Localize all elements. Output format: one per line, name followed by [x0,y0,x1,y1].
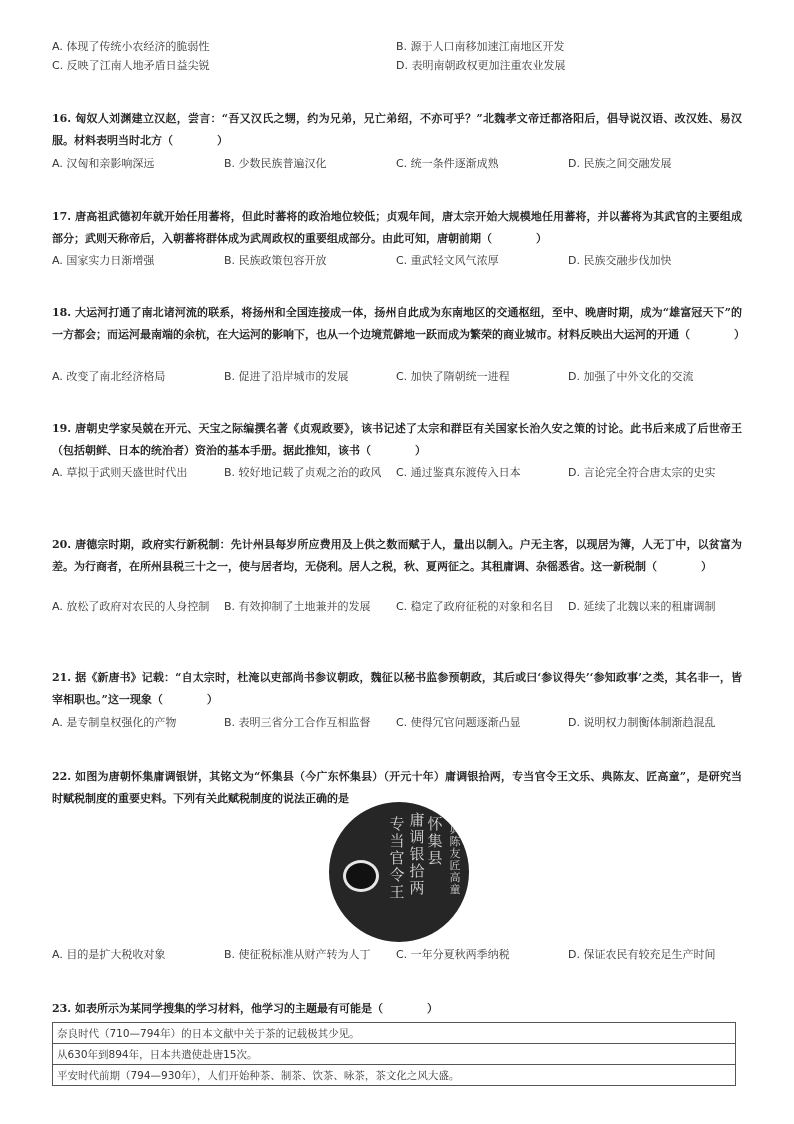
q16-option-a[interactable]: A. 汉匈和亲影响深远 [52,157,155,170]
q19-option-d[interactable]: D. 言论完全符合唐太宗的史实 [568,466,716,479]
q21-option-d[interactable]: D. 说明权力制衡体制渐趋混乱 [568,716,716,729]
table-cell: 平安时代前期（794—930年），人们开始种茶、制茶、饮茶、咏茶，茶文化之风大盛。 [53,1065,736,1086]
q18-stem: 18. 大运河打通了南北诸河流的联系，将扬州和全国连接成一体，扬州自此成为东南地区的交通枢纽，至中、晚唐时期，成为“雄富冠天下”的一方都会；而运河最南端的余杭，在大运河的影响下，也从一个边境荒僻地一跃而成为繁荣的商业城市。材料反映出大运河的开通（ ） [52,306,745,341]
q23-material-table [52,1022,736,1086]
q21-option-c[interactable]: C. 使得冗官问题逐渐凸显 [396,716,521,729]
rubbing-hole [343,860,379,892]
table-row [53,1065,736,1086]
q17-option-a[interactable]: A. 国家实力日渐增强 [52,254,155,267]
q19-option-a[interactable]: A. 草拟于武则天盛世时代出 [52,466,188,479]
q18-option-d[interactable]: D. 加强了中外文化的交流 [568,370,694,383]
q22-option-b[interactable]: B. 使征税标准从财产转为人丁 [224,948,371,961]
q21-stem: 21. 据《新唐书》记载：“自太宗时，杜淹以吏部尚书参议朝政，魏征以秘书监参预朝政，其后或曰‘参议得失’‘参知政事’之类，其名非一，皆宰相职也。”这一现象（ ） [52,671,742,706]
q16-option-d[interactable]: D. 民族之间交融发展 [568,157,672,170]
inscription-col-1: 怀集县 [427,815,443,867]
q20-option-c[interactable]: C. 稳定了政府征税的对象和名目 [396,600,554,613]
table-row [53,1044,736,1065]
silver-cake-rubbing-image [329,802,469,942]
q18-option-c[interactable]: C. 加快了隋朝统一进程 [396,370,510,383]
q17-option-b[interactable]: B. 民族政策包容开放 [224,254,327,267]
table-cell: 奈良时代（710—794年）的日本文献中关于茶的记载极其少见。 [53,1023,736,1044]
q16-stem: 16. 匈奴人刘渊建立汉赵，尝言：“吾又汉氏之甥，约为兄弟，兄亡弟绍，不亦可乎？”北魏孝文帝迁都洛阳后，倡导说汉语、改汉姓、易汉服。材料表明当时北方（ ） [52,112,742,147]
q18-option-b[interactable]: B. 促进了沿岸城市的发展 [224,370,349,383]
inscription-col-2: 庸调银拾两 [409,811,425,897]
q15-option-c[interactable]: C. 反映了江南人地矛盾日益尖锐 [52,59,210,72]
q19-option-b[interactable]: B. 较好地记载了贞观之治的政风 [224,466,382,479]
inscription-col-4: 典陈友匠高童 [449,823,461,896]
table-row [53,1023,736,1044]
q16-option-b[interactable]: B. 少数民族普遍汉化 [224,157,327,170]
q17-option-d[interactable]: D. 民族交融步伐加快 [568,254,672,267]
inscription-col-3: 专当官令王 [389,815,405,901]
q16-option-c[interactable]: C. 统一条件逐渐成熟 [396,157,499,170]
q15-option-d[interactable]: D. 表明南朝政权更加注重农业发展 [396,59,566,72]
q18-option-a[interactable]: A. 改变了南北经济格局 [52,370,166,383]
q21-option-a[interactable]: A. 是专制皇权强化的产物 [52,716,177,729]
q20-option-a[interactable]: A. 放松了政府对农民的人身控制 [52,600,210,613]
q20-stem: 20. 唐德宗时期，政府实行新税制：先计州县每岁所应费用及上供之数而赋于人，量出以制入。户无主客，以现居为簿，人无丁中，以贫富为差。为行商者，在所州县税三十之一，使与居者均，无侥利。居人之税，秋、夏两征之。其租庸调、杂徭悉省。这一新税制（ ） [52,538,742,573]
q22-option-c[interactable]: C. 一年分夏秋两季纳税 [396,948,510,961]
q17-stem: 17. 唐高祖武德初年就开始任用蕃将，但此时蕃将的政治地位较低；贞观年间，唐太宗开始大规模地任用蕃将，并以蕃将为其武官的主要组成部分；武则天称帝后，入朝蕃将群体成为武周政权的重要组成部分。由此可知，唐朝前期（ ） [52,210,742,245]
q22-stem: 22. 如图为唐朝怀集庸调银饼，其铭文为“怀集县（今广东怀集县）（开元十年）庸调银拾两，专当官令王文乐、典陈友、匠高童”，是研究当时赋税制度的重要史料。下列有关此赋税制度的说法正确的是 [52,770,742,805]
q22-option-d[interactable]: D. 保证农民有较充足生产时间 [568,948,716,961]
q17-option-c[interactable]: C. 重武轻文风气浓厚 [396,254,499,267]
q22-option-a[interactable]: A. 目的是扩大税收对象 [52,948,166,961]
q15-option-a[interactable]: A. 体现了传统小农经济的脆弱性 [52,40,210,53]
table-cell: 从630年到894年，日本共遣使赴唐15次。 [53,1044,736,1065]
q15-option-b[interactable]: B. 源于人口南移加速江南地区开发 [396,40,565,53]
q19-option-c[interactable]: C. 通过鉴真东渡传入日本 [396,466,521,479]
q20-option-b[interactable]: B. 有效抑制了土地兼并的发展 [224,600,371,613]
q20-option-d[interactable]: D. 延续了北魏以来的租庸调制 [568,600,716,613]
q23-stem: 23. 如表所示为某同学搜集的学习材料，他学习的主题最有可能是（ ） [52,1002,438,1015]
q19-stem: 19. 唐朝史学家吴兢在开元、天宝之际编撰名著《贞观政要》，该书记述了太宗和群臣有关国家长治久安之策的讨论。此书后来成了后世帝王（包括朝鲜、日本的统治者）资治的基本手册。据此推知，该书（ ） [52,422,742,457]
q21-option-b[interactable]: B. 表明三省分工合作互相监督 [224,716,371,729]
